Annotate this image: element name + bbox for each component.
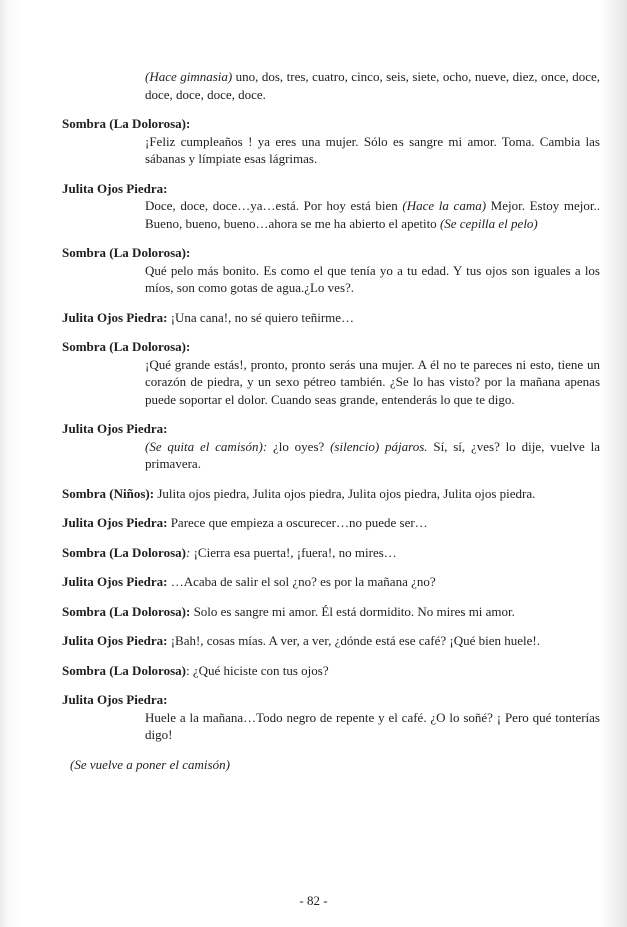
dialogue-block	[62, 573, 600, 591]
speaker-name: Julita Ojos Piedra:	[62, 574, 168, 589]
speaker-name: Julita Ojos Piedra:	[62, 515, 168, 530]
dialogue-block	[62, 662, 600, 680]
speaker-name: Sombra (La Dolorosa):	[62, 603, 191, 619]
speaker-name: Julita Ojos Piedra:	[62, 309, 168, 325]
dialogue-text: ¡Bah!, cosas mías. A ver, a ver, ¿dónde está ese café? ¡Qué bien huele!.	[167, 633, 540, 648]
dialogue-block	[62, 603, 600, 621]
dialogue-block	[62, 309, 600, 327]
dialogue-text: ¡Una cana!, no sé quiero teñirme…	[167, 309, 355, 325]
dialogue-block	[62, 338, 600, 408]
dialogue-block	[62, 244, 600, 297]
dialogue-text	[62, 197, 600, 232]
stage-direction: (Hace gimnasia)	[145, 69, 233, 84]
speaker-name: Julita Ojos Piedra:	[62, 421, 168, 436]
stage-direction: (Se vuelve a poner el camisón)	[70, 756, 230, 772]
speaker-name: Sombra (La Dolorosa):	[62, 245, 191, 260]
page-number: - 82 -	[299, 893, 328, 908]
speaker-name: Julita Ojos Piedra:	[62, 692, 168, 707]
punctuation: :	[185, 544, 191, 560]
dialogue-continuation	[62, 68, 600, 103]
dialogue-text: Julita ojos piedra, Julita ojos piedra, Julita ojos piedra, Julita ojos piedra.	[154, 485, 536, 501]
stage-direction: (Se cepilla el pelo)	[439, 215, 538, 231]
dialogue-block	[62, 632, 600, 650]
dialogue-block	[62, 420, 600, 473]
dialogue-block	[62, 115, 600, 168]
speaker-name: Sombra (Niños):	[62, 485, 155, 501]
dialogue-block	[62, 691, 600, 744]
speaker-name: Sombra (La Dolorosa):	[62, 116, 191, 131]
dialogue-text: Sí, sí, ¿ves? lo dije, vuelve la primavera.	[145, 438, 601, 471]
dialogue-text	[62, 438, 600, 473]
stage-direction: (Hace la cama)	[402, 198, 487, 213]
dialogue-text: : ¿Qué hiciste con tus ojos?	[185, 662, 329, 678]
dialogue-block	[62, 180, 600, 233]
dialogue-block	[62, 544, 600, 562]
speaker-name: Julita Ojos Piedra:	[62, 633, 168, 648]
speaker-name: Sombra (La Dolorosa):	[62, 339, 191, 354]
dialogue-text: uno, dos, tres, cuatro, cinco, seis, siete, ocho, nueve, diez, once, doce, doce, doce, doce, doce.	[145, 69, 600, 102]
dialogue-block	[62, 514, 600, 532]
dialogue-text: Solo es sangre mi amor. Él está dormidito. No mires mi amor.	[190, 603, 515, 619]
dialogue-text: Parece que empieza a oscurecer…no puede ser…	[167, 515, 428, 530]
stage-direction: (Se quita el camisón):	[145, 438, 268, 454]
dialogue-text: Huele a la mañana…Todo negro de repente y el café. ¿O lo soñé? ¡ Pero qué tonterías digo!	[145, 709, 600, 742]
dialogue-text: ¡Cierra esa puerta!, ¡fuera!, no mires…	[190, 544, 397, 560]
stage-direction: (silencio) pájaros.	[330, 438, 428, 454]
speaker-name: Sombra (La Dolorosa)	[62, 544, 186, 560]
dialogue-text: Doce, doce, doce…ya…está. Por hoy está bien	[145, 198, 403, 213]
dialogue-text: ¿lo oyes?	[267, 438, 331, 454]
dialogue-text: Mejor. Estoy mejor.. Bueno, bueno, bueno…ahora se me ha abierto el apetito	[145, 198, 600, 231]
dialogue-block	[62, 485, 600, 503]
script-text	[62, 68, 600, 785]
dialogue-text: ¡Qué grande estás!, pronto, pronto serás una mujer. A él no te pareces ni esto, tiene un corazón de piedra, y un sexo pétreo también. ¿Se lo has visto? por la mañana apenas puede soportar el dolor. Cuando seas grande, entenderás lo que te digo.	[145, 356, 600, 407]
dialogue-text: Qué pelo más bonito. Es como el que tenía yo a tu edad. Y tus ojos son iguales a los míos, son como gotas de agua.¿Lo ves?.	[145, 262, 600, 295]
speaker-name: Julita Ojos Piedra:	[62, 180, 168, 196]
dialogue-text: …Acaba de salir el sol ¿no? es por la mañana ¿no?	[167, 574, 436, 589]
speaker-name: Sombra (La Dolorosa)	[62, 662, 186, 678]
dialogue-text: ¡Feliz cumpleaños ! ya eres una mujer. Sólo es sangre mi amor. Toma. Cambia las sábanas y límpiate esas lágrimas.	[145, 133, 600, 166]
